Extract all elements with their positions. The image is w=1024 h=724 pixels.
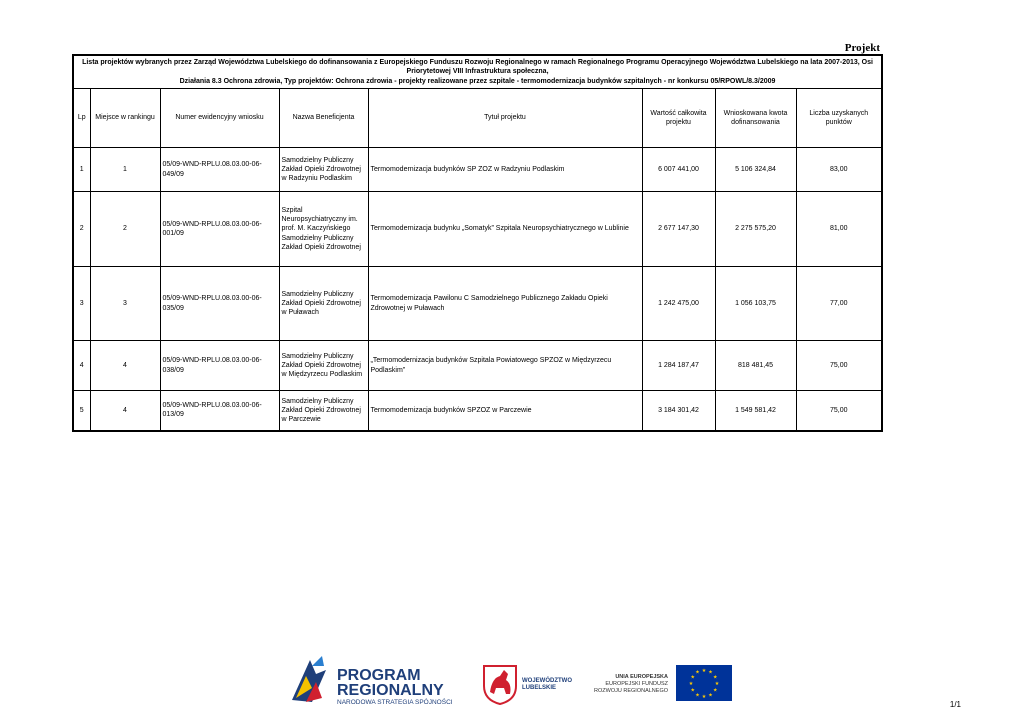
cell-total: 6 007 441,00 xyxy=(642,148,715,192)
cell-beneficiary: Samodzielny Publiczny Zakład Opieki Zdrowotnej w Międzyrzecu Podlaskim xyxy=(279,341,368,391)
col-header-number: Numer ewidencyjny wniosku xyxy=(160,89,279,148)
cell-total: 1 242 475,00 xyxy=(642,267,715,341)
cell-rank: 4 xyxy=(90,391,160,431)
cell-title: Termomodernizacja budynku „Somatyk” Szpitala Neuropsychiatrycznego w Lublinie xyxy=(368,192,642,267)
cell-rank: 2 xyxy=(90,192,160,267)
cell-requested: 2 275 575,20 xyxy=(715,192,796,267)
svg-text:★: ★ xyxy=(713,687,718,694)
header-row xyxy=(73,89,882,148)
cell-number: 05/09-WND-RPLU.08.03.00-06-001/09 xyxy=(160,192,279,267)
cell-title: Termomodernizacja budynków SP ZOZ w Radzyniu Podlaskim xyxy=(368,148,642,192)
cell-rank: 4 xyxy=(90,341,160,391)
cell-lp: 3 xyxy=(73,267,90,341)
table-caption xyxy=(73,55,882,89)
cell-beneficiary: Szpital Neuropsychiatryczny im. prof. M. Kaczyńskiego Samodzielny Publiczny Zakład Opieki Zdrowotnej xyxy=(279,192,368,267)
table-row xyxy=(73,192,882,267)
svg-text:★: ★ xyxy=(690,674,695,681)
table-row xyxy=(73,267,882,341)
cell-title: Termomodernizacja Pawilonu C Samodzielnego Publicznego Zakładu Opieki Zdrowotnej w Puławach xyxy=(368,267,642,341)
cell-lp: 4 xyxy=(73,341,90,391)
table-caption-row xyxy=(73,55,882,89)
eu-line-1: UNIA EUROPEJSKA xyxy=(615,674,668,680)
funding-logos-bar xyxy=(282,652,732,710)
cell-rank: 3 xyxy=(90,267,160,341)
cell-beneficiary: Samodzielny Publiczny Zakład Opieki Zdrowotnej w Parczewie xyxy=(279,391,368,431)
col-header-requested: Wnioskowana kwota dofinansowania xyxy=(715,89,796,148)
svg-text:★: ★ xyxy=(701,668,707,674)
table-row xyxy=(73,391,882,431)
eu-line-3: ROZWOJU REGIONALNEGO xyxy=(594,688,668,694)
cell-lp: 2 xyxy=(73,192,90,267)
caption-line-2: Działania 8.3 Ochrona zdrowia, Typ projektów: Ochrona zdrowia - projekty realizowane przez szpitale - termomodernizacja budynków szpitalnych - nr konkursu 05/RPOWL/8.3/2009 xyxy=(179,77,776,85)
caption-line-1: Lista projektów wybranych przez Zarząd Województwa Lubelskiego do dofinansowania z Europejskiego Funduszu Rozwoju Regionalnego w ramach Regionalnego Programu Operacyjnego Województwa Lubelskiego na lata 2007-2013, Osi Priorytetowej VIII Infrastruktura społeczna, xyxy=(82,59,873,76)
cell-title: Termomodernizacja budynków SPZOZ w Parczewie xyxy=(368,391,642,431)
program-title-line-2: REGIONALNY xyxy=(337,682,444,699)
cell-lp: 5 xyxy=(73,391,90,431)
svg-text:★: ★ xyxy=(690,687,695,694)
cell-rank: 1 xyxy=(90,148,160,192)
cell-number: 05/09-WND-RPLU.08.03.00-06-035/09 xyxy=(160,267,279,341)
cell-points: 83,00 xyxy=(796,148,882,192)
col-header-lp: Lp xyxy=(73,89,90,148)
program-subtitle: NARODOWA STRATEGIA SPÓJNOŚCI xyxy=(337,699,453,706)
cell-total: 2 677 147,30 xyxy=(642,192,715,267)
projects-table xyxy=(72,54,883,432)
svg-text:★: ★ xyxy=(695,692,700,699)
col-header-beneficiary: Nazwa Beneficjenta xyxy=(279,89,368,148)
eu-flag xyxy=(676,665,732,701)
cell-number: 05/09-WND-RPLU.08.03.00-06-013/09 xyxy=(160,391,279,431)
svg-text:★: ★ xyxy=(701,694,707,700)
svg-text:★: ★ xyxy=(713,674,718,681)
col-header-rank: Miejsce w rankingu xyxy=(90,89,160,148)
cell-points: 75,00 xyxy=(796,341,882,391)
cell-title: „Termomodernizacja budynków Szpitala Powiatowego SPZOZ w Międzyrzecu Podlaskim” xyxy=(368,341,642,391)
table-row xyxy=(73,148,882,192)
cell-beneficiary: Samodzielny Publiczny Zakład Opieki Zdrowotnej w Radzyniu Podlaskim xyxy=(279,148,368,192)
svg-text:★: ★ xyxy=(708,692,713,699)
cell-requested: 818 481,45 xyxy=(715,341,796,391)
cell-total: 3 184 301,42 xyxy=(642,391,715,431)
cell-total: 1 284 187,47 xyxy=(642,341,715,391)
cell-points: 75,00 xyxy=(796,391,882,431)
table-row xyxy=(73,341,882,391)
eu-fund-label xyxy=(594,674,669,694)
cell-requested: 5 106 324,84 xyxy=(715,148,796,192)
document-label: Projekt xyxy=(844,42,880,54)
cell-lp: 1 xyxy=(73,148,90,192)
eu-line-2: EUROPEJSKI FUNDUSZ xyxy=(605,681,668,687)
cell-beneficiary: Samodzielny Publiczny Zakład Opieki Zdrowotnej w Puławach xyxy=(279,267,368,341)
voivodeship-line-2: LUBELSKIE xyxy=(522,685,557,691)
cell-number: 05/09-WND-RPLU.08.03.00-06-049/09 xyxy=(160,148,279,192)
col-header-total: Wartość całkowita projektu xyxy=(642,89,715,148)
page-number: 1/1 xyxy=(949,700,961,709)
program-title-line-1: PROGRAM xyxy=(337,667,421,684)
lubelskie-coat-of-arms xyxy=(484,666,572,704)
col-header-title: Tytuł projektu xyxy=(368,89,642,148)
voivodeship-line-1: WOJEWÓDZTWO xyxy=(522,678,572,684)
cell-number: 05/09-WND-RPLU.08.03.00-06-038/09 xyxy=(160,341,279,391)
svg-text:★: ★ xyxy=(695,669,700,676)
svg-text:★: ★ xyxy=(714,681,720,687)
svg-text:★: ★ xyxy=(708,669,713,676)
col-header-points: Liczba uzyskanych punktów xyxy=(796,89,882,148)
cell-points: 77,00 xyxy=(796,267,882,341)
cell-requested: 1 549 581,42 xyxy=(715,391,796,431)
cell-points: 81,00 xyxy=(796,192,882,267)
svg-text:★: ★ xyxy=(688,681,694,687)
program-regionalny-logo xyxy=(292,656,453,706)
cell-requested: 1 056 103,75 xyxy=(715,267,796,341)
